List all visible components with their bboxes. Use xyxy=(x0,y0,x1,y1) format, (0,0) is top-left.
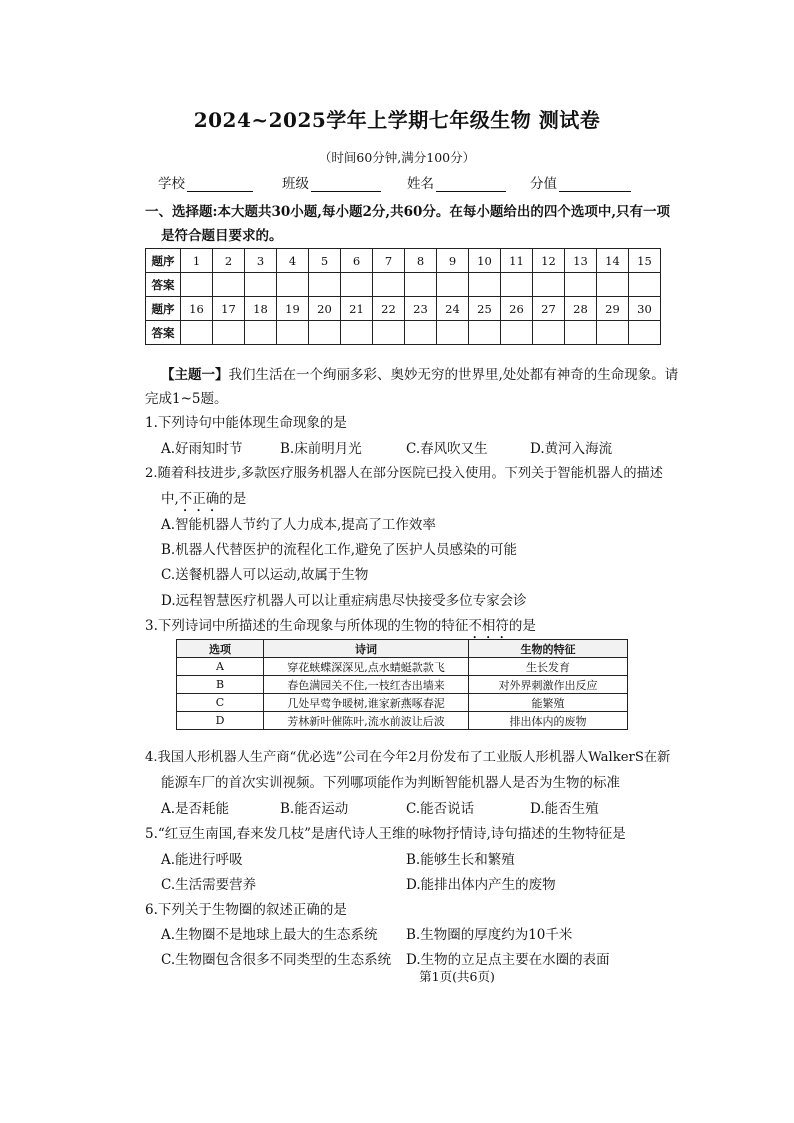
q3-header-poem: 诗词 xyxy=(264,640,469,658)
grid-cell: 11 xyxy=(501,249,533,273)
answer-cell[interactable] xyxy=(501,321,533,345)
class-label: 班级 xyxy=(282,176,309,192)
grid-cell: 28 xyxy=(565,297,597,321)
q1-option-d[interactable]: D.黄河入海流 xyxy=(530,441,613,457)
q3-cell-feature: 生长发育 xyxy=(469,658,628,676)
table-row xyxy=(177,712,628,730)
q5-option-c[interactable]: C.生活需要营养 xyxy=(161,877,257,893)
q1-option-a[interactable]: A.好雨知时节 xyxy=(161,441,243,457)
grid-cell: 9 xyxy=(437,249,469,273)
q3-stem-text: 的是 xyxy=(508,618,536,634)
grid-cell: 7 xyxy=(373,249,405,273)
school-field xyxy=(158,172,253,192)
answer-cell[interactable] xyxy=(629,321,661,345)
page-number: 第1页(共6页) xyxy=(419,969,495,984)
grid-cell: 24 xyxy=(437,297,469,321)
grid-cell: 5 xyxy=(309,249,341,273)
answer-cell[interactable] xyxy=(405,273,437,297)
answer-cell[interactable] xyxy=(373,273,405,297)
answer-cell[interactable] xyxy=(405,321,437,345)
answer-cell[interactable] xyxy=(629,273,661,297)
q6-option-d[interactable]: D.生物的立足点主要在水圈的表面 xyxy=(406,952,610,968)
answer-cell[interactable] xyxy=(309,321,341,345)
table-row xyxy=(177,694,628,712)
table-row xyxy=(177,676,628,694)
grid-label-ans: 答案 xyxy=(146,273,181,297)
grid-cell: 4 xyxy=(277,249,309,273)
grid-cell: 21 xyxy=(341,297,373,321)
q3-cell-poem: 穿花蛱蝶深深见,点水蜻蜓款款飞 xyxy=(264,658,469,676)
q1-option-c[interactable]: C.春风吹又生 xyxy=(406,441,488,457)
answer-cell[interactable] xyxy=(245,273,277,297)
class-field xyxy=(282,172,381,192)
section1-instructions: 一、选择题:本大题共30小题,每小题2分,共60分。在每小题给出的四个选项中,只有一项 xyxy=(145,204,671,220)
q3-header-feature: 生物的特征 xyxy=(469,640,628,658)
q3-cell-option: C xyxy=(177,694,264,712)
q4-option-b[interactable]: B.能否运动 xyxy=(280,801,349,817)
q3-stem-text: 3.下列诗词中所描述的生命现象与所体现的生物的特征 xyxy=(145,618,469,634)
grid-cell: 15 xyxy=(629,249,661,273)
school-label: 学校 xyxy=(158,176,185,192)
grid-cell: 13 xyxy=(565,249,597,273)
section1-instructions-2: 是符合题目要求的。 xyxy=(161,228,283,244)
q6-option-b[interactable]: B.生物圈的厚度约为10千米 xyxy=(406,927,573,943)
theme1-intro-2: 完成1~5题。 xyxy=(145,391,228,407)
q3-cell-feature: 能繁殖 xyxy=(469,694,628,712)
grid-label-no: 题序 xyxy=(146,249,181,273)
answer-cell[interactable] xyxy=(213,273,245,297)
q5-stem: 5.“红豆生南国,春来发几枝”是唐代诗人王维的咏物抒情诗,诗句描述的生物特征是 xyxy=(145,826,626,842)
q2-stem-text: 中, xyxy=(161,491,179,507)
answer-cell[interactable] xyxy=(501,273,533,297)
score-field xyxy=(530,172,631,192)
q3-emphasis: 不相符 xyxy=(468,618,509,634)
name-field xyxy=(407,172,506,192)
grid-cell: 14 xyxy=(597,249,629,273)
grid-cell: 27 xyxy=(533,297,565,321)
grid-cell: 12 xyxy=(533,249,565,273)
q1-stem: 1.下列诗句中能体现生命现象的是 xyxy=(145,415,347,431)
q2-stem-text: 的是 xyxy=(219,491,247,507)
answer-cell[interactable] xyxy=(437,273,469,297)
answer-cell[interactable] xyxy=(213,321,245,345)
grid-cell: 26 xyxy=(501,297,533,321)
grid-cell: 10 xyxy=(469,249,501,273)
grid-cell: 3 xyxy=(245,249,277,273)
answer-cell[interactable] xyxy=(565,273,597,297)
q3-cell-option: A xyxy=(177,658,264,676)
answer-grid xyxy=(145,248,661,345)
answer-cell[interactable] xyxy=(245,321,277,345)
q4-stem: 4.我国人形机器人生产商“优必选”公司在今年2月份发布了工业版人形机器人WalkerS在新 xyxy=(145,750,671,765)
q4-option-a[interactable]: A.是否耗能 xyxy=(161,801,230,817)
q4-option-c[interactable]: C.能否说话 xyxy=(406,801,475,817)
name-label: 姓名 xyxy=(407,176,434,192)
theme1-tag: 【主题一】 xyxy=(161,367,229,383)
grid-cell: 8 xyxy=(405,249,437,273)
grid-label-no: 题序 xyxy=(146,297,181,321)
answer-cell[interactable] xyxy=(181,273,213,297)
grid-cell: 30 xyxy=(629,297,661,321)
q3-header-option: 选项 xyxy=(177,640,264,658)
q5-option-d[interactable]: D.能排出体内产生的废物 xyxy=(406,877,556,893)
q5-option-a[interactable]: A.能进行呼吸 xyxy=(161,852,243,868)
grid-cell: 22 xyxy=(373,297,405,321)
q3-stem xyxy=(145,614,536,642)
q3-table-header xyxy=(177,640,628,658)
q3-cell-feature: 对外界刺激作出反应 xyxy=(469,676,628,694)
grid-cell: 1 xyxy=(181,249,213,273)
answer-cell[interactable] xyxy=(437,321,469,345)
grid-cell: 18 xyxy=(245,297,277,321)
table-row xyxy=(177,658,628,676)
q3-cell-poem: 春色满园关不住,一枝红杏出墙来 xyxy=(264,676,469,694)
answer-cell[interactable] xyxy=(533,321,565,345)
q2-option-a[interactable]: A.智能机器人节约了人力成本,提高了工作效率 xyxy=(161,517,436,533)
answer-cell[interactable] xyxy=(533,273,565,297)
q3-cell-option: D xyxy=(177,712,264,730)
grid-label-ans: 答案 xyxy=(146,321,181,345)
grid-answer-row-2 xyxy=(146,321,661,345)
grid-cell: 25 xyxy=(469,297,501,321)
q2-stem: 2.随着科技进步,多款医疗服务机器人在部分医院已投入使用。下列关于智能机器人的描述 xyxy=(145,466,663,481)
q2-stem-2 xyxy=(161,487,246,515)
answer-cell[interactable] xyxy=(277,273,309,297)
grid-number-row-1 xyxy=(146,249,661,273)
theme1-text: 我们生活在一个绚丽多彩、奥妙无穷的世界里,处处都有神奇的生命现象。请 xyxy=(228,367,679,383)
q3-cell-poem: 芳林新叶催陈叶,流水前波让后波 xyxy=(264,712,469,730)
grid-number-row-2 xyxy=(146,297,661,321)
grid-cell: 16 xyxy=(181,297,213,321)
grid-cell: 20 xyxy=(309,297,341,321)
q2-option-c[interactable]: C.送餐机器人可以运动,故属于生物 xyxy=(161,567,369,583)
answer-cell[interactable] xyxy=(341,273,373,297)
answer-cell[interactable] xyxy=(565,321,597,345)
answer-cell[interactable] xyxy=(181,321,213,345)
grid-cell: 2 xyxy=(213,249,245,273)
q2-emphasis: 不正确 xyxy=(178,491,220,507)
q2-option-d[interactable]: D.远程智慧医疗机器人可以让重症病患尽快接受多位专家会诊 xyxy=(161,593,527,609)
q3-cell-poem: 几处早莺争暖树,谁家新燕啄春泥 xyxy=(264,694,469,712)
q6-option-c[interactable]: C.生物圈包含很多不同类型的生态系统 xyxy=(161,952,392,968)
exam-time-note: （时间60分钟,满分100分） xyxy=(318,150,476,165)
grid-cell: 6 xyxy=(341,249,373,273)
grid-cell: 17 xyxy=(213,297,245,321)
answer-cell[interactable] xyxy=(469,273,501,297)
answer-cell[interactable] xyxy=(373,321,405,345)
grid-cell: 19 xyxy=(277,297,309,321)
score-label: 分值 xyxy=(530,176,557,192)
grid-answer-row-1 xyxy=(146,273,661,297)
q6-option-a[interactable]: A.生物圈不是地球上最大的生态系统 xyxy=(161,927,378,943)
q2-option-b[interactable]: B.机器人代替医护的流程化工作,避免了医护人员感染的可能 xyxy=(161,542,518,558)
answer-cell[interactable] xyxy=(277,321,309,345)
q3-cell-option: B xyxy=(177,676,264,694)
answer-cell[interactable] xyxy=(597,273,629,297)
answer-cell[interactable] xyxy=(597,321,629,345)
q3-table xyxy=(176,639,628,730)
q6-stem: 6.下列关于生物圈的叙述正确的是 xyxy=(145,902,347,918)
grid-cell: 23 xyxy=(405,297,437,321)
theme1-intro xyxy=(161,363,678,383)
answer-cell[interactable] xyxy=(341,321,373,345)
grid-cell: 29 xyxy=(597,297,629,321)
q4-option-d[interactable]: D.能否生殖 xyxy=(530,801,599,817)
q1-option-b[interactable]: B.床前明月光 xyxy=(280,441,362,457)
q5-option-b[interactable]: B.能够生长和繁殖 xyxy=(406,852,515,868)
q4-stem-2: 能源车厂的首次实训视频。下列哪项能作为判断智能机器人是否为生物的标准 xyxy=(161,775,620,791)
answer-cell[interactable] xyxy=(309,273,341,297)
answer-cell[interactable] xyxy=(469,321,501,345)
page-title: 2024~2025学年上学期七年级生物 测试卷 xyxy=(193,108,601,132)
q3-cell-feature: 排出体内的废物 xyxy=(469,712,628,730)
